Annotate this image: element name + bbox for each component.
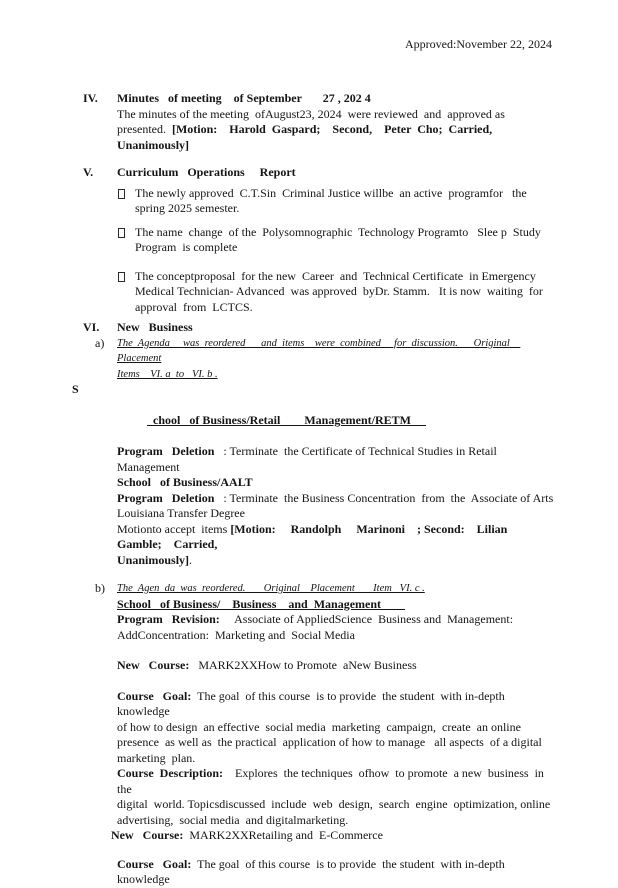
bullet-text-line: Medical Technician- Advanced was approved byDr. Stamm. It is now waiting for [135,284,543,298]
program-deletion-line [117,491,555,507]
course-description-label: Course Description: [117,766,223,780]
new-course-line [117,658,555,674]
item-b [95,581,555,888]
bullet-text-line: The conceptproposal for the new Career and Technical Certificate in Emergency [135,268,536,283]
course-goal-line: of how to design an effective social media marketing campaign, create an online [117,719,521,734]
program-revision-line [117,612,555,628]
paragraph-line: Louisiana Transfer Degree [117,506,245,520]
text-run: presented. [117,122,172,136]
bullet-square-icon [118,228,125,238]
course-goal-label: Course Goal: [117,688,192,703]
new-course-line [111,828,555,844]
bullet-square-icon [118,189,125,199]
bullet-text-line: spring 2025 semester. [135,201,240,215]
program-revision-label: Program Revision: [117,612,220,626]
paragraph-line [117,122,555,153]
course-goal-label: Course Goal: [117,856,192,871]
section-heading: Minutes of meeting of September 27 , 202 4 [117,91,371,105]
course-goal-paragraph [117,689,555,767]
course-description-line: digital world. Topicsdiscussed include web design, search engine optimization, online [117,797,551,811]
section-numeral: V. [83,165,94,179]
program-deletion-label: Program Deletion [117,490,215,505]
motion-text: [Motion: Harold Gaspard; Second, Peter Cho; Carried, Unanimously] [117,122,505,152]
school-heading: chool of Business/Retail Management/RETM [147,413,426,427]
course-goal-line [117,857,555,888]
bullet-text-line: The newly approved C.T.Sin Criminal Justice willbe an active programfor the [135,185,527,200]
section-heading: New Business [117,320,193,334]
bullet-text [135,225,555,256]
reorder-note: Items VI. a to VI. b . [117,368,218,380]
item-a-body [72,336,555,569]
course-goal-line [117,689,555,720]
section-v-heading-row [83,165,555,181]
course-description-line [117,766,555,797]
school-subheading: School of Business/AALT [117,475,253,489]
item-a [72,335,555,569]
motion-text: Unanimously] [117,552,190,567]
text-run: . [189,552,193,567]
course-description-line: advertising, social media and digitalmarketing. [117,812,349,827]
text-run: Motionto accept items [117,521,231,536]
reorder-note: The Agen da was reordered. Original Placement Item VI. c . [117,583,425,594]
text-run: The goal of this course is to provide the student with in-depth knowledge [117,856,508,886]
bullet-square-icon [118,272,125,282]
bullet-text-line: The name change of the Polysomnographic Technology Programto Slee p Study [135,224,541,239]
item-label: b) [95,581,105,595]
school-heading-line [117,597,555,613]
motion-line [117,553,555,569]
section-iv-body [117,107,555,154]
motion-text: [Motion: Randolph Marinoni ; Second: Lilian Gamble; Carried, [117,521,514,551]
section-heading: Curriculum Operations Report [117,165,296,179]
new-course-label: New Course: [111,828,184,842]
school-heading: School of Business/ Business and Management [117,596,406,611]
paragraph-line: The minutes of the meeting ofAugust23, 2024 were reviewed and approved as [117,106,505,121]
text-run: MARK2XXHow to Promote aNew Business [189,658,417,672]
text-run: The goal of this course is to provide the student with in-depth knowledge [117,688,508,718]
school-heading-line [72,382,555,444]
paragraph-line: AddConcentration: Marketing and Social Media [117,627,355,642]
item-label: a) [95,335,105,350]
bullet-text [135,269,555,316]
program-deletion-line [117,444,555,475]
text-run: Associate of AppliedScience Business and Management: [219,612,514,626]
bullet-text [135,186,555,217]
italic-note-line [117,367,555,383]
bullet-item [117,225,555,256]
section-vi-heading-row [83,320,555,336]
approved-date: Approved:November 22, 2024 [405,37,552,51]
bullet-text-line: approval from LCTCS. [135,299,253,314]
course-goal-line: marketing plan. [117,750,196,765]
reorder-note: The Agenda was reordered and items were combined for discussion. Original Placement [117,337,521,364]
course-goal-line: presence as well as the practical application of how to manage all aspects of a digital [117,735,542,749]
italic-note-line [117,336,555,367]
text-run: Explores the techniques ofhow to promote a new business in the [117,766,547,796]
text-run: : Terminate the Business Concentration from the Associate of Arts [214,490,554,505]
outdented-letter: S [72,382,79,396]
section-iv-heading-row [83,91,555,107]
program-deletion-label: Program Deletion [117,444,215,458]
bullet-text-line: Program is complete [135,240,238,254]
bullet-item [117,186,555,217]
italic-note-line [117,581,555,597]
bullet-item [117,269,555,316]
new-course-label: New Course: [117,658,190,672]
school-subheading-line [117,475,555,491]
document-body [72,91,555,888]
section-numeral: VI. [83,320,100,334]
motion-line [117,522,555,553]
text-run: : Terminate the Certificate of Technical Studies in Retail Management [117,444,500,474]
text-run: MARK2XXRetailing and E-Commerce [183,828,383,842]
item-b-body [111,581,555,888]
course-description-paragraph [117,766,555,828]
section-numeral: IV. [83,91,98,105]
